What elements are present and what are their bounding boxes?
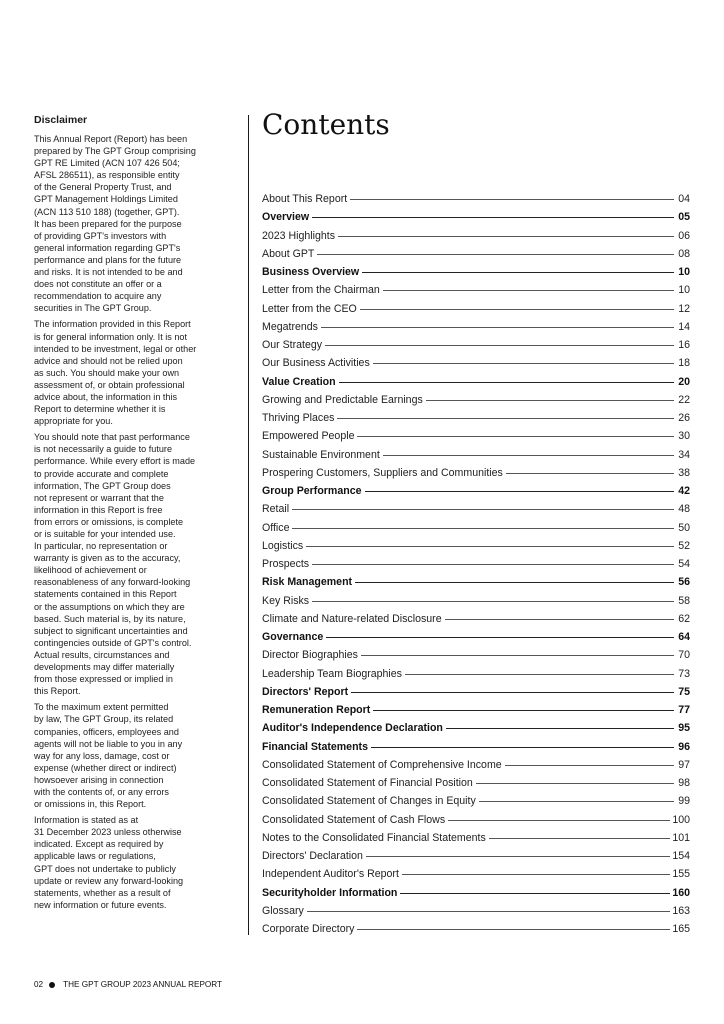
toc-entry[interactable] <box>262 887 690 905</box>
toc-entry-label: Overview <box>262 211 310 224</box>
toc-leader-line <box>373 710 674 711</box>
toc-leader-line <box>351 692 674 693</box>
toc-entry-label: Director Biographies <box>262 649 358 662</box>
toc-entry-page: 12 <box>678 302 690 315</box>
toc-entry-page: 56 <box>678 576 690 589</box>
toc-leader-line <box>292 528 674 529</box>
toc-entry-page: 100 <box>672 813 690 826</box>
toc-leader-line <box>312 601 674 602</box>
page-number: 02 <box>34 980 44 989</box>
toc-entry[interactable] <box>262 649 690 667</box>
toc-entry-page: 77 <box>678 704 690 716</box>
toc-entry-label: Corporate Directory <box>262 923 355 935</box>
toc-entry-label: Thriving Places <box>262 412 335 424</box>
toc-entry[interactable] <box>262 394 690 412</box>
toc-entry-label: Prospects <box>262 558 310 570</box>
toc-entry-page: 38 <box>678 466 690 479</box>
toc-entry-page: 165 <box>672 923 690 935</box>
toc-entry[interactable] <box>262 522 690 540</box>
toc-entry-label: Letter from the CEO <box>262 302 357 315</box>
toc-entry-page: 96 <box>678 740 690 753</box>
toc-entry-page: 16 <box>678 339 690 351</box>
toc-entry-label: Auditor's Independence Declaration <box>262 722 443 735</box>
toc-entry-label: Consolidated Statement of Changes in Equity <box>262 795 476 808</box>
toc-entry-label: 2023 Highlights <box>262 229 336 242</box>
toc-entry[interactable] <box>262 613 690 631</box>
column-divider <box>248 115 249 935</box>
toc-entry-page: 95 <box>678 722 690 735</box>
toc-leader-line <box>312 564 674 565</box>
toc-entry[interactable] <box>262 357 690 375</box>
toc-entry[interactable] <box>262 412 690 430</box>
toc-entry[interactable] <box>262 631 690 649</box>
toc-leader-line <box>306 546 674 547</box>
toc-entry-page: 54 <box>678 558 690 570</box>
toc-entry-label: Megatrends <box>262 320 318 333</box>
table-of-contents <box>262 193 690 941</box>
disclaimer-paragraph: You should note that past performance is not necessarily a guide to future performance. While every effort is made to provide accurate and complete information, The GPT Group does not represent or warrant that the information in this Report is free from errors or omissions, is complete or is suitable for your intended use. In particular, no representation or warranty is given as to the accuracy, likelihood of achievement or reasonableness of any forward-looking statements contained in this Report or the assumptions on which they are based. Such material is, by its nature, subject to significant uncertainties and contingencies outside of GPT's control. Actual results, circumstances and developments may differ materially from those expressed or implied in this Report. <box>34 432 196 697</box>
toc-entry-label: Value Creation <box>262 375 336 388</box>
toc-leader-line <box>339 382 674 383</box>
toc-entry-label: Risk Management <box>262 576 353 589</box>
toc-leader-line <box>371 747 674 748</box>
toc-entry-page: 163 <box>672 904 690 917</box>
toc-leader-line <box>505 765 674 766</box>
toc-entry-page: 98 <box>678 777 690 789</box>
disclaimer-paragraph: To the maximum extent permitted by law, The GPT Group, its related companies, officers, employees and agents will not be liable to you in any way for any loss, damage, cost or expense (whether direct or indirect) howsoever arising in connection with the contents of, or any errors or omissions in, this Report. <box>34 702 183 810</box>
toc-leader-line <box>292 509 674 510</box>
toc-entry-page: 22 <box>678 393 690 406</box>
toc-entry[interactable] <box>262 449 690 467</box>
toc-entry-page: 20 <box>678 375 690 388</box>
toc-entry-label: Remuneration Report <box>262 704 371 716</box>
toc-entry-page: 70 <box>678 649 690 662</box>
toc-entry[interactable] <box>262 503 690 521</box>
toc-entry[interactable] <box>262 704 690 722</box>
toc-leader-line <box>321 327 674 328</box>
page-footer <box>34 980 222 989</box>
toc-leader-line <box>476 783 674 784</box>
toc-leader-line <box>317 254 674 255</box>
toc-entry-page: 58 <box>678 594 690 607</box>
toc-entry[interactable] <box>262 211 690 229</box>
toc-leader-line <box>362 272 674 273</box>
toc-entry[interactable] <box>262 832 690 850</box>
toc-leader-line <box>383 290 674 291</box>
toc-entry-page: 160 <box>672 886 690 899</box>
toc-leader-line <box>445 619 674 620</box>
toc-entry-page: 06 <box>678 229 690 242</box>
toc-entry-label: Key Risks <box>262 594 310 607</box>
toc-entry-page: 52 <box>678 539 690 552</box>
toc-leader-line <box>307 911 671 912</box>
toc-entry-label: Our Strategy <box>262 339 323 351</box>
toc-entry[interactable] <box>262 741 690 759</box>
toc-entry[interactable] <box>262 814 690 832</box>
toc-entry-label: Governance <box>262 631 324 643</box>
toc-leader-line <box>446 728 674 729</box>
toc-leader-line <box>506 473 674 474</box>
toc-entry[interactable] <box>262 795 690 813</box>
toc-leader-line <box>337 418 674 419</box>
toc-entry-label: Consolidated Statement of Comprehensive Income <box>262 758 502 771</box>
disclaimer-paragraph: The information provided in this Report is for general information only. It is not intended to be investment, legal or other advice and should not be relied upon as such. You should make your own assessment of, or obtain professional advice about, the information in this Report to determine whether it is appropriate for you. <box>34 319 197 427</box>
toc-entry-label: Securityholder Information <box>262 886 398 899</box>
toc-entry-page: 14 <box>678 320 690 333</box>
toc-entry-label: Directors' Report <box>262 685 349 698</box>
toc-entry-label: Glossary <box>262 904 304 917</box>
toc-leader-line <box>365 491 675 492</box>
toc-entry[interactable] <box>262 668 690 686</box>
toc-leader-line <box>357 929 670 930</box>
toc-entry-page: 26 <box>678 412 690 424</box>
toc-entry-label: Directors' Declaration <box>262 850 363 862</box>
toc-entry-label: Prospering Customers, Suppliers and Communities <box>262 466 503 479</box>
toc-entry[interactable] <box>262 686 690 704</box>
toc-leader-line <box>479 801 674 802</box>
toc-leader-line <box>405 674 674 675</box>
toc-entry[interactable] <box>262 540 690 558</box>
toc-entry-label: Leadership Team Biographies <box>262 667 402 680</box>
toc-entry[interactable] <box>262 193 690 211</box>
toc-entry-page: 05 <box>678 211 690 224</box>
toc-entry-page: 04 <box>678 193 690 205</box>
toc-entry-page: 101 <box>672 831 690 844</box>
bullet-dot-icon <box>49 982 55 988</box>
disclaimer-section <box>34 114 238 915</box>
toc-entry[interactable] <box>262 376 690 394</box>
toc-leader-line <box>338 236 674 237</box>
toc-leader-line <box>448 820 670 821</box>
toc-entry[interactable] <box>262 230 690 248</box>
toc-entry-page: 48 <box>678 503 690 516</box>
toc-entry-label: Retail <box>262 503 290 516</box>
toc-entry[interactable] <box>262 850 690 868</box>
toc-entry-label: Letter from the Chairman <box>262 284 380 297</box>
toc-entry[interactable] <box>262 284 690 302</box>
toc-entry-page: 73 <box>678 667 690 680</box>
toc-entry[interactable] <box>262 868 690 886</box>
toc-leader-line <box>383 455 674 456</box>
toc-entry-page: 42 <box>678 485 690 497</box>
toc-entry-page: 30 <box>678 430 690 443</box>
toc-leader-line <box>402 874 670 875</box>
toc-entry[interactable] <box>262 467 690 485</box>
disclaimer-paragraph: Information is stated as at 31 December 2023 unless otherwise indicated. Except as required by applicable laws or regulations, GPT does not undertake to publicly update or review any forward-looking statements, whether as a result of new information or future events. <box>34 815 184 910</box>
toc-entry-label: Office <box>262 521 290 534</box>
toc-entry[interactable] <box>262 430 690 448</box>
toc-leader-line <box>426 400 674 401</box>
toc-entry-label: Consolidated Statement of Cash Flows <box>262 813 446 826</box>
toc-entry-label: About This Report <box>262 193 348 205</box>
toc-entry-page: 50 <box>678 521 690 534</box>
toc-leader-line <box>400 893 670 894</box>
toc-leader-line <box>373 363 674 364</box>
toc-entry[interactable] <box>262 248 690 266</box>
toc-leader-line <box>312 217 674 218</box>
toc-entry-page: 97 <box>678 758 690 771</box>
toc-entry-page: 64 <box>678 631 690 643</box>
toc-entry-label: Growing and Predictable Earnings <box>262 393 423 406</box>
toc-entry-page: 62 <box>678 612 690 625</box>
toc-entry-label: Sustainable Environment <box>262 448 380 461</box>
toc-leader-line <box>361 655 674 656</box>
toc-leader-line <box>325 345 674 346</box>
toc-leader-line <box>350 199 674 200</box>
toc-leader-line <box>357 436 674 437</box>
toc-entry-label: Notes to the Consolidated Financial Statements <box>262 831 486 844</box>
toc-entry[interactable] <box>262 576 690 594</box>
toc-entry[interactable] <box>262 722 690 740</box>
toc-entry-label: Financial Statements <box>262 740 368 753</box>
toc-entry[interactable] <box>262 266 690 284</box>
toc-entry-label: Consolidated Statement of Financial Position <box>262 777 473 789</box>
toc-entry[interactable] <box>262 558 690 576</box>
toc-entry-label: Business Overview <box>262 266 360 278</box>
toc-entry[interactable] <box>262 905 690 923</box>
toc-entry[interactable] <box>262 485 690 503</box>
toc-entry-page: 34 <box>678 448 690 461</box>
toc-entry-page: 154 <box>672 850 690 862</box>
toc-entry-label: Climate and Nature-related Disclosure <box>262 612 442 625</box>
toc-entry-page: 10 <box>678 266 690 278</box>
toc-entry-label: Logistics <box>262 539 304 552</box>
toc-leader-line <box>489 838 671 839</box>
toc-entry[interactable] <box>262 321 690 339</box>
toc-entry[interactable] <box>262 303 690 321</box>
toc-entry-page: 10 <box>678 284 690 297</box>
contents-title: Contents <box>262 108 390 141</box>
toc-entry-page: 75 <box>678 685 690 698</box>
disclaimer-paragraph: This Annual Report (Report) has been prepared by The GPT Group comprising GPT RE Limited (ACN 107 426 504; AFSL 286511), as responsible entity of the General Property Trust, and GPT Management Holdings Limited (ACN 113 510 188) (together, GPT). It has been prepared for the purpose of providing GPT's investors with general information regarding GPT's performance and plans for the future and risks. It is not intended to be and does not constitute an offer or a recommendation to acquire any securities in The GPT Group. <box>34 134 196 314</box>
toc-entry-page: 18 <box>678 357 690 370</box>
toc-entry-label: Independent Auditor's Report <box>262 868 399 881</box>
toc-entry[interactable] <box>262 777 690 795</box>
toc-entry[interactable] <box>262 339 690 357</box>
toc-entry[interactable] <box>262 759 690 777</box>
toc-entry[interactable] <box>262 595 690 613</box>
toc-leader-line <box>326 637 674 638</box>
toc-entry-label: Our Business Activities <box>262 357 370 370</box>
toc-leader-line <box>360 309 674 310</box>
toc-leader-line <box>355 582 674 583</box>
toc-entry-label: Group Performance <box>262 485 362 497</box>
toc-entry-page: 99 <box>678 795 690 808</box>
disclaimer-title: Disclaimer <box>34 114 88 126</box>
report-name: THE GPT GROUP 2023 ANNUAL REPORT <box>63 980 223 989</box>
toc-entry-label: Empowered People <box>262 430 355 443</box>
toc-entry-page: 155 <box>672 868 690 881</box>
toc-leader-line <box>366 856 670 857</box>
toc-entry-page: 08 <box>678 247 690 260</box>
toc-entry-label: About GPT <box>262 247 315 260</box>
toc-entry[interactable] <box>262 923 690 941</box>
